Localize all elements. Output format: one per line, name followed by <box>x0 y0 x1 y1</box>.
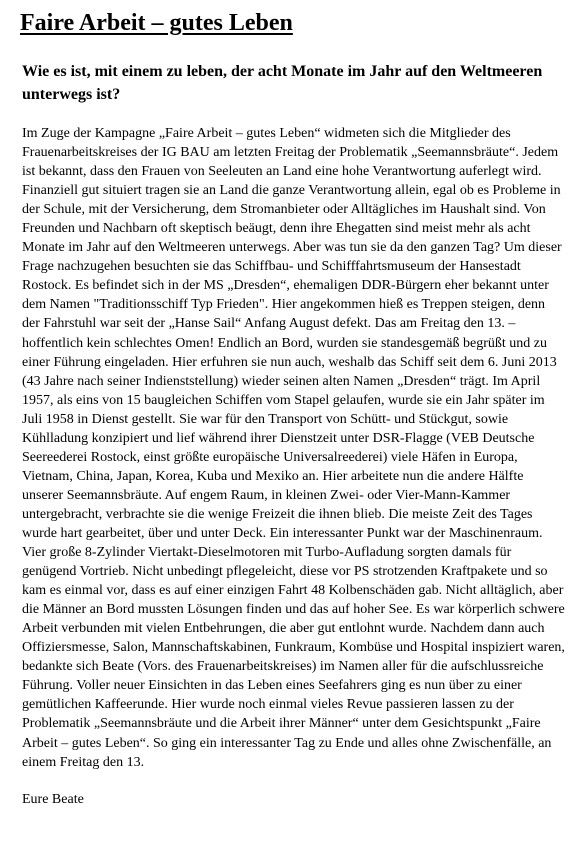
article-body: Im Zuge der Kampagne „Faire Arbeit – gutes Leben“ widmeten sich die Mitglieder des Frauenarbeitskreises der IG BAU am letzten Freitag der Problematik „Seemannsbräute“. Jedem ist bekannt, dass den Frauen von Seeleuten an Land eine hohe Verantwortung auferlegt wird. Finanziell gut situiert tragen sie an Land die ganze Verantwortung allein, egal ob es Probleme in der Schule, mit der Versicherung, dem Stromanbieter oder Alltägliches im Haushalt sind. Von Freunden und Nachbarn oft skeptisch beäugt, denn ihre Ehegatten sind meist mehr als acht Monate im Jahr auf den Weltmeeren unterwegs. Aber was tun sie da den ganzen Tag? Um dieser Frage nachzugehen besuchten sie das Schiffbau- und Schifffahrtsmuseum der Hansestadt Rostock. Es befindet sich in der MS „Dresden“, ehemaligen DDR-Bürgern eher bekannt unter dem Namen "Traditionsschiff Typ Frieden". Hier angekommen hieß es Treppen steigen, denn der Fahrstuhl war seit der „Hanse Sail“ Anfang August defekt. Das am Freitag den 13. – hoffentlich kein schlechtes Omen! Endlich an Bord, wurden sie standesgemäß begrüßt und zu einer Führung eingeladen. Hier erfuhren sie nun auch, weshalb das Schiff seit dem 6. Juni 2013 (43 Jahre nach seiner Indienststellung) wieder seinen alten Namen „Dresden“ trägt. Im April 1957, als eins von 15 baugleichen Schiffen vom Stapel gelaufen, wurde sie ein Jahr später im Juli 1958 in Dienst gestellt. Sie war für den Transport von Schütt- und Stückgut, sowie Kühlladung konzipiert und lief während ihrer Dienstzeit unter DSR-Flagge (VEB Deutsche Seereederei Rostock, einst größte europäische Universalreederei) viele Häfen in Europa, Vietnam, China, Japan, Korea, Kuba und Mexiko an. Hier arbeitete nun die andere Hälfte unserer Seemannsbräute. Auf engem Raum, in kleinen Zwei- oder Vier-Mann-Kammer untergebracht, verbrachte sie die wenige Freizeit die ihnen blieb. Die meiste Zeit des Tages wurde hart gearbeitet, über und unter Deck. Ein interessanter Punkt war der Maschinenraum. Vier große 8-Zylinder Viertakt-Dieselmotoren mit Turbo-Aufladung sorgten damals für genügend Vortrieb. Nicht unbedingt pflegeleicht, diese vor PS strotzenden Kraftpakete und so kam es einmal vor, dass es auf einer einzigen Fahrt 48 Kolbenschäden gab. Nicht alltäglich, aber die Männer an Bord mussten Lösungen finden und das auf hoher See. Es war körperlich schwere Arbeit verbunden mit vielen Entbehrungen, die aber gut entlohnt wurde. Nachdem dann auch Offiziersmesse, Salon, Mannschaftskabinen, Funkraum, Kombüse und Hospital inspiziert waren, bedankte sich Beate (Vors. des Frauenarbeitskreises) im Namen aller für die aufschlussreiche Führung. Voller neuer Einsichten in das Leben eines Seefahrers ging es nun über zu einer gemütlichen Kaffeerunde. Hier wurde noch einmal vieles Revue passieren lassen zu der Problematik „Seemannsbräute und die Arbeit ihrer Männer“ unter dem Gesichtspunkt „Faire Arbeit – gutes Leben“. So ging ein interessanter Tag zu Ende und alles ohne Zwischenfälle, an einem Freitag den 13. <box>22 126 565 770</box>
document-subtitle: Wie es ist, mit einem zu leben, der acht Monate im Jahr auf den Weltmeeren unterwegs ist? <box>22 63 543 103</box>
signature: Eure Beate <box>22 791 84 807</box>
document-title: Faire Arbeit – gutes Leben <box>20 10 293 36</box>
document-page <box>20 8 576 809</box>
